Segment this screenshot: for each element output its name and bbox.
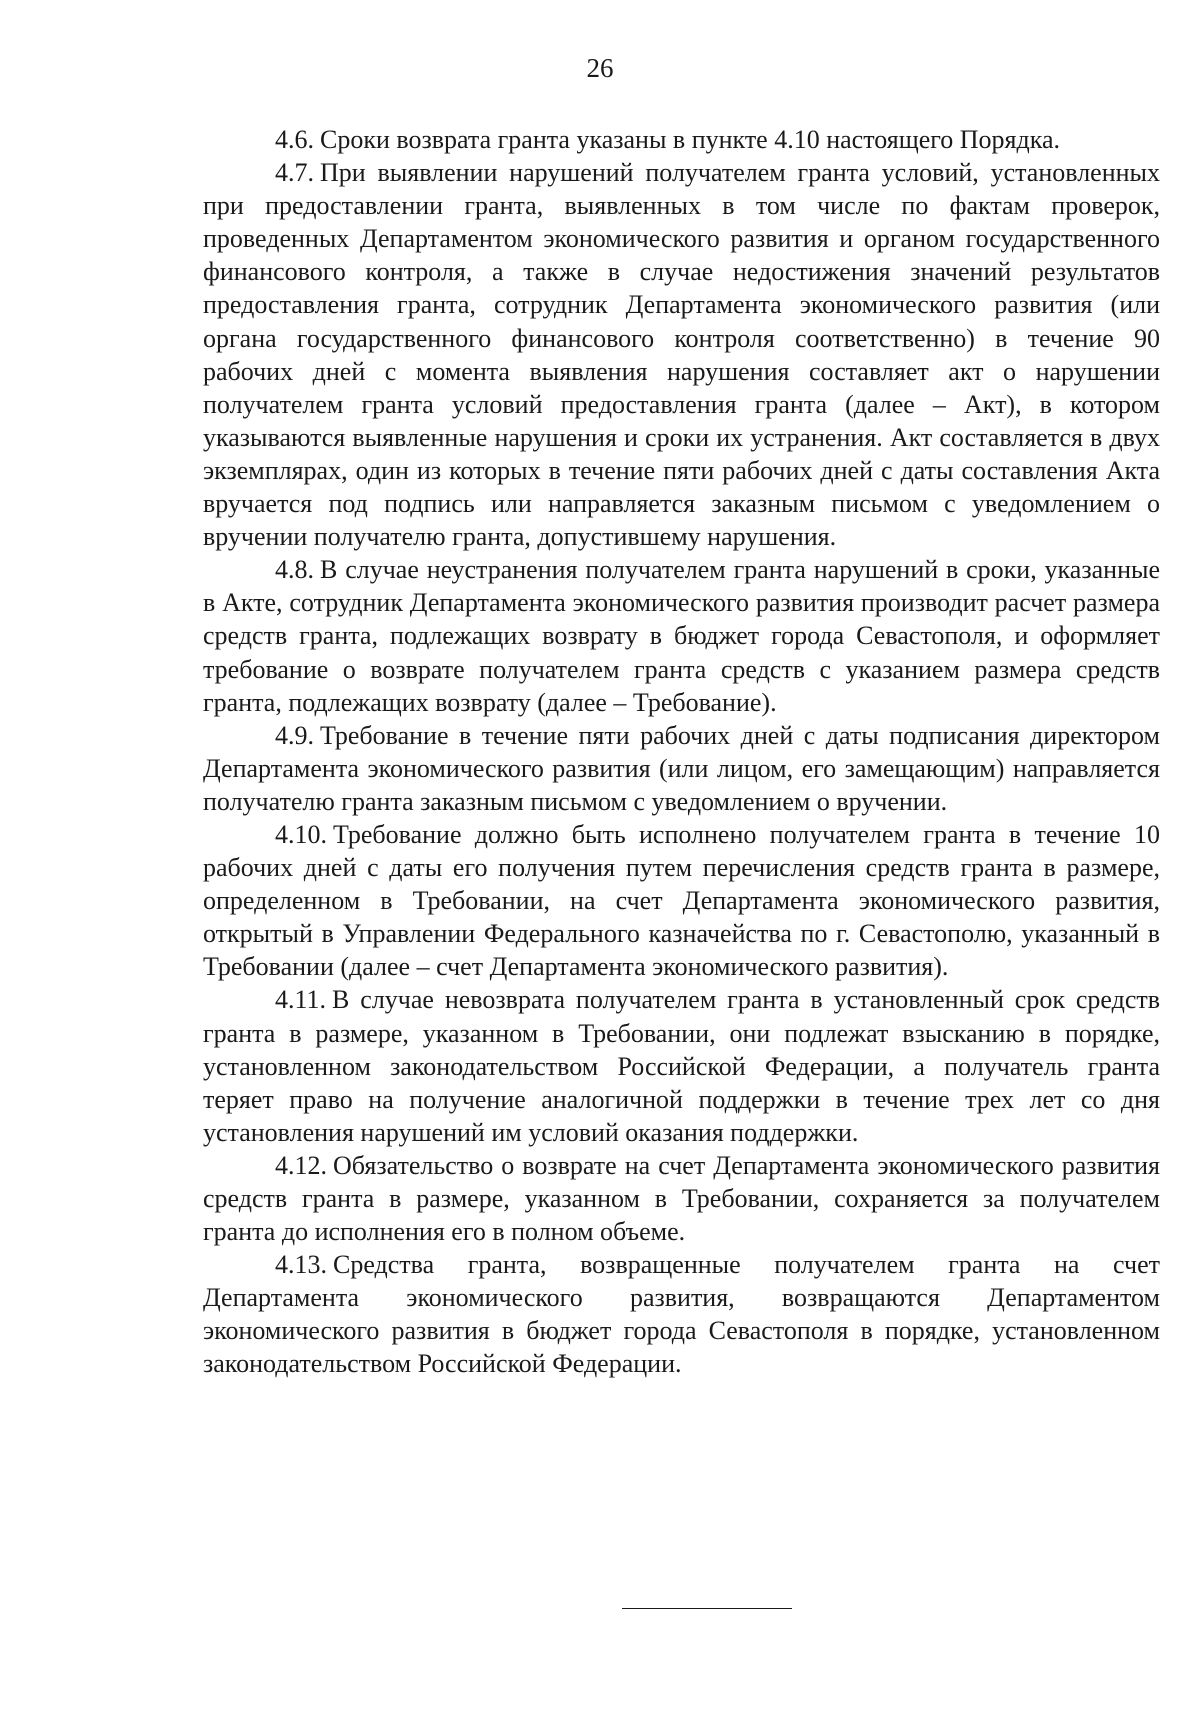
paragraph-4-8 <box>203 553 1160 718</box>
paragraph-number: 4.6. <box>275 125 314 154</box>
paragraph-text: Сроки возврата гранта указаны в пункте 4.10 настоящего Порядка. <box>320 125 1061 154</box>
paragraph-number: 4.8. <box>275 555 314 585</box>
paragraph-number: 4.10. <box>275 819 327 849</box>
paragraph-4-13 <box>203 1248 1160 1380</box>
paragraph-text: При выявлении нарушений получателем гранта условий, установленных при предоставлении гранта, выявленных в том числе по фактам проверок, проведенных Департаментом экономического развития и органом государственного финансового контроля, а также в случае недостижения значений результатов предоставления гранта, сотрудник Департамента экономического развития (или органа государственного финансового контроля соответственно) в течение 90 рабочих дней с момента выявления нарушения составляет акт о нарушении получателем гранта условий предоставления гранта (далее – Акт), в котором указываются выявленные нарушения и сроки их устранения. Акт составляется в двух экземплярах, один из которых в течение пяти рабочих дней с даты составления Акта вручается под подпись или направляется заказным письмом с уведомлением о вручении получателю гранта, допустившему нарушения. <box>203 158 1160 552</box>
paragraph-text: В случае неустранения получателем гранта нарушений в сроки, указанные в Акте, сотрудник Департамента экономического развития производит расчет размера средств гранта, подлежащих возврату в бюджет города Севастополя, и оформляет требование о возврате получателем гранта средств с указанием размера средств гранта, подлежащих возврату (далее – Требование). <box>203 555 1160 717</box>
end-of-document-rule <box>622 1608 792 1609</box>
paragraph-4-11 <box>203 983 1160 1148</box>
paragraph-number: 4.7. <box>275 158 314 188</box>
paragraph-number: 4.11. <box>275 985 327 1015</box>
paragraph-4-6 <box>203 123 1160 156</box>
paragraph-text: Обязательство о возврате на счет Департамента экономического развития средств гранта в размере, указанном в Требовании, сохраняется за получателем гранта до исполнения его в полном объеме. <box>203 1150 1160 1247</box>
paragraph-4-7 <box>203 156 1160 553</box>
paragraph-number: 4.9. <box>275 720 314 750</box>
paragraph-text: Требование в течение пяти рабочих дней с даты подписания директором Департамента экономического развития (или лицом, его замещающим) направляется получателю гранта заказным письмом с уведомлением о вручении. <box>203 720 1160 816</box>
paragraph-4-9 <box>203 719 1160 818</box>
paragraph-text: Требование должно быть исполнено получателем гранта в течение 10 рабочих дней с даты его получения путем перечисления средств гранта в размере, определенном в Требовании, на счет Департамента экономического развития, открытый в Управлении Федерального казначейства по г. Севастополю, указанный в Требовании (далее – счет Департамента экономического развития). <box>203 819 1160 982</box>
page-number: 26 <box>586 53 614 83</box>
paragraph-text: Средства гранта, возвращенные получателем гранта на счет Департамента экономического развития, возвращаются Департаментом экономического развития в бюджет города Севастополя в порядке, установленном законодательством Российской Федерации. <box>203 1250 1160 1379</box>
paragraph-text: В случае невозврата получателем гранта в установленный срок средств гранта в размере, указанном в Требовании, они подлежат взысканию в порядке, установленном законодательством Российской Федерации, а получатель гранта теряет право на получение аналогичной поддержки в течение трех лет со дня установления нарушений им условий оказания поддержки. <box>203 985 1160 1147</box>
paragraph-4-10 <box>203 818 1160 983</box>
document-body <box>203 123 1160 1381</box>
paragraph-4-12 <box>203 1149 1160 1248</box>
paragraph-number: 4.12. <box>275 1150 327 1180</box>
paragraph-number: 4.13. <box>275 1250 327 1280</box>
